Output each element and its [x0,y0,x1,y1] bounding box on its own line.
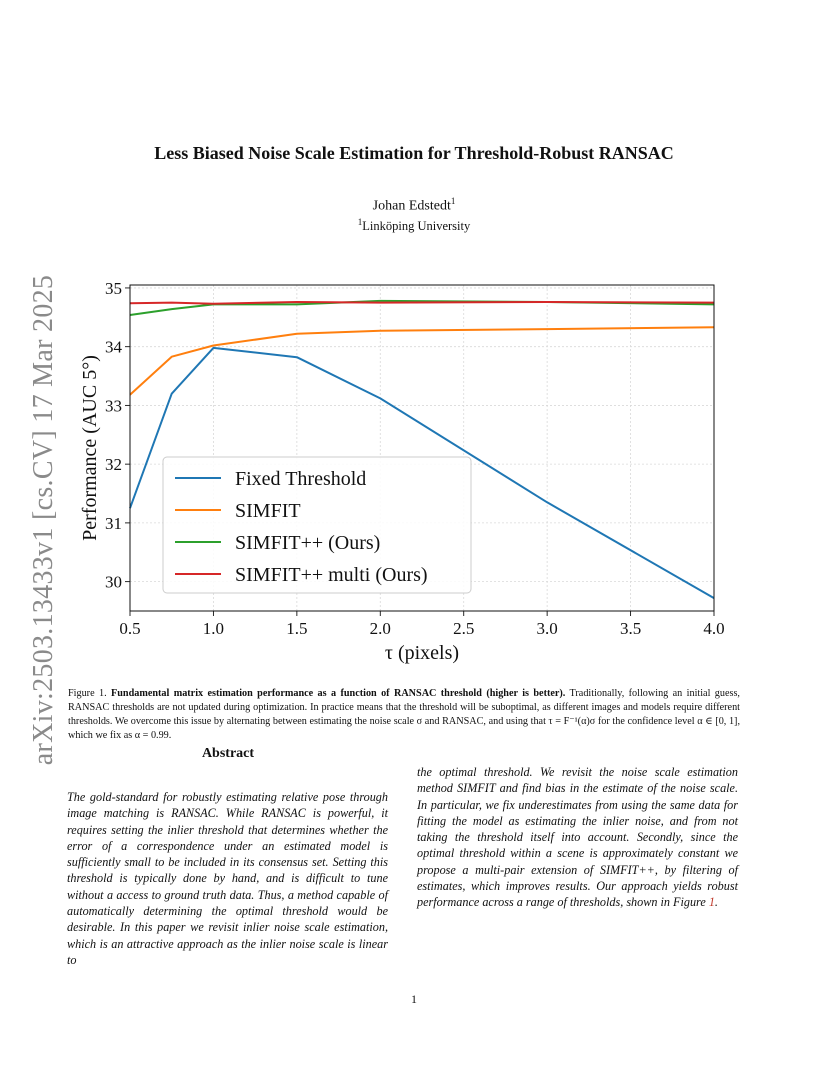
figure-caption [68,687,740,743]
legend-label: SIMFIT++ multi (Ours) [235,564,428,586]
author-affiliation-mark: 1 [450,196,456,206]
chart-legend [163,457,471,593]
abstract-right-column [417,764,738,911]
abstract-left-column: The gold-standard for robustly estimating relative pose through image matching is RANSAC. While RANSAC is powerful, it requires setting the inlier threshold that determines whether the error of a correspondence under an estimated model is sufficiently small to be included in its consensus set. Setting this threshold is typically done by hand, and is difficult to tune without a access to ground truth data. Thus, a method capable of automatically determining the optimal threshold would be desirable. In this paper we revisit inlier noise scale estimation, which is an attractive approach as the inlier noise scale is linear to [67,790,388,967]
x-tick-label: 0.5 [119,619,141,638]
y-tick-label: 31 [105,513,122,533]
abstract-right-end: . [714,895,718,910]
x-tick-label: 2.0 [369,619,391,638]
caption-label: Figure 1. [68,688,107,699]
y-tick-label: 34 [105,337,122,357]
x-tick-label: 4.0 [703,619,725,638]
x-tick-label: 3.5 [619,619,642,638]
affiliation-mark: 1 [357,217,363,227]
x-tick-label: 1.0 [202,619,225,638]
y-tick-label: 30 [105,572,122,592]
paper-title: Less Biased Noise Scale Estimation for Threshold-Robust RANSAC [154,143,674,163]
caption-bold: Fundamental matrix estimation performance as a function of RANSAC threshold (higher is better). [111,688,566,699]
y-tick-label: 35 [105,278,122,298]
legend-label: SIMFIT++ (Ours) [235,532,381,554]
x-tick-label: 2.5 [453,619,475,638]
page-number: 1 [411,992,417,1006]
x-tick-label: 3.0 [536,619,558,638]
legend-label: Fixed Threshold [235,468,367,490]
y-axis-label: Performance (AUC 5°) [79,355,101,541]
author-text: Johan Edstedt [372,198,451,214]
abstract-right-text: the optimal threshold. We revisit the noise scale estimation method SIMFIT and find bias in the estimate of the noise scale. In particular, we fix underestimates from using the same data for fitting the model as estimating the inlier noise, and from not taking the threshold itself into account. Secondly, since the optimal threshold within a scene is approximately constant we propose a multi-pair extension of SIMFIT++, by filtering of estimates, which improves results. Our approach yields robust performance across a range of thresholds, shown in Figure [417,765,738,910]
affiliation-text: Linköping University [362,219,471,234]
series-line [130,327,714,395]
figure-reference-link[interactable]: 1 [708,895,715,910]
abstract-heading: Abstract [201,746,255,761]
x-tick-label: 1.5 [286,619,308,638]
y-tick-label: 33 [105,396,122,416]
caption-text: Traditionally, following an initial guess, RANSAC thresholds are not updated during optimization. In practice means that the threshold will be suboptimal, as different images and models require different thresholds. We overcome this issue by alternating between estimating the noise scale σ and RANSAC, and using that τ = F⁻¹(α)σ for the confidence level α ∈ [0, 1], which we fix as α = 0.99. [68,688,740,741]
y-tick-label: 32 [105,455,122,475]
arxiv-watermark: arXiv:2503.13433v1 [cs.CV] 17 Mar 2025 [28,274,59,766]
legend-label: SIMFIT [235,500,301,522]
x-axis-label: τ (pixels) [384,642,460,664]
